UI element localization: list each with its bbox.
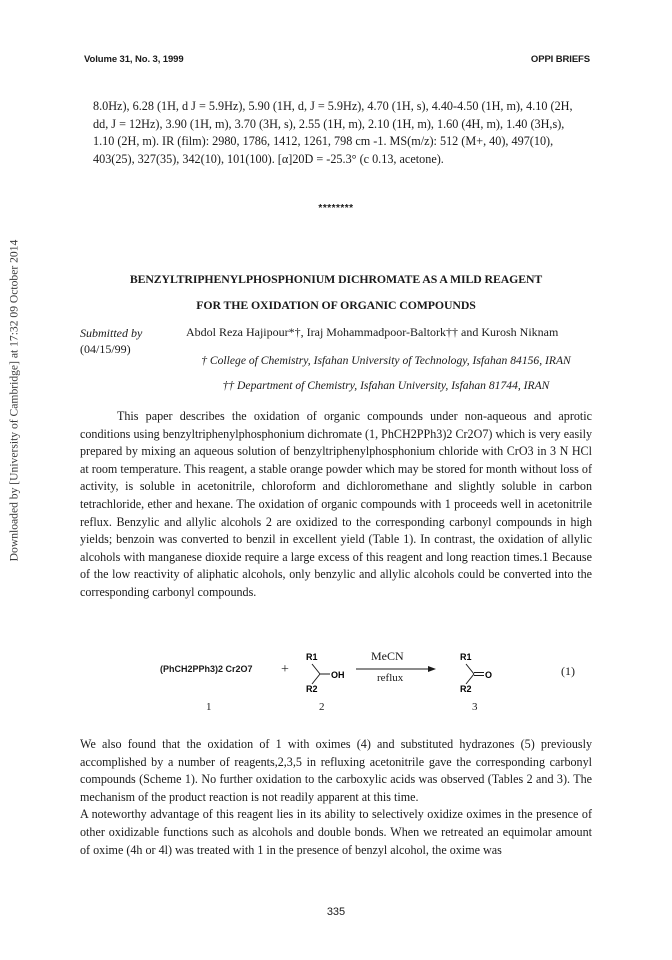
continued-line: dd, J = 12Hz), 3.90 (1H, m), 3.70 (3H, s), 2.55 (1H, m), 2.10 (1H, m), 1.60 (4H, m), 1.40 (3H,s), (93, 116, 565, 131)
continued-line: 403(25), 327(35), 342(10), 101(100). [α]20D = -25.3° (c 0.13, acetone). (93, 151, 444, 166)
submitted-by-label: Submitted by (80, 326, 143, 340)
intro-paragraph (80, 408, 592, 602)
paragraph-text: This paper describes the oxidation of organic compounds under non-aqueous and aprotic conditions using benzyltriphenylphosphonium dichromate (1, PhCH2PPh3)2 Cr2O7) which is very easily prepared by mixing an aqueous solution of benzyltriphenylphosphonium chloride with CrO3 in 3 N HCl at room temperature. This reagent, a stable orange powder which may be stored for month without loss of activity, is soluble in acetonitrile, chloroform and dichloromethane and slightly soluble in carbon tetrachloride, ether and hexane. The oxidation of organic compounds with 1 proceeds well in acetonitrile reflux. Benzylic and allylic alcohols 2 are oxidized to the corresponding carbonyl compounds in high yields; benzoin was converted to benzil in excellent yield (Table 1). In contrast, the oxidation of allylic alcohols with manganese dioxide require a large excess of this reagent and long reaction times.1 Because of the low reactivity of aliphatic alcohols, only benzylic and allylic alcohols could be converted into the corresponding carbonyl compounds. (80, 409, 592, 599)
author-list: Abdol Reza Hajipour*†, Iraj Mohammadpoor-Baltork†† and Kurosh Niknam (186, 325, 559, 339)
reagent-formula: (PhCH2PPh3)2 Cr2O7 (160, 664, 253, 674)
running-header (84, 54, 590, 65)
equation-number: (1) (561, 664, 575, 678)
affiliation-1: † College of Chemistry, Isfahan University of Technology, Isfahan 84156, IRAN (201, 354, 571, 367)
submission-info (80, 325, 142, 357)
reaction-equation (0, 648, 672, 713)
carbonyl-structure (454, 652, 514, 694)
r1-label: R1 (460, 652, 472, 662)
compound-label-3: 3 (472, 701, 478, 713)
submission-date: (04/15/99) (80, 342, 131, 356)
oxygen-label: O (485, 670, 493, 680)
download-watermark-text: Downloaded by [University of Cambridge] at 17:32 09 October 2014 (7, 239, 21, 561)
continued-line: 1.10 (2H, m). IR (film): 2980, 1786, 1412, 1261, 798 cm -1. MS(m/z): 512 (M+, 40), 497(10), (93, 134, 554, 149)
article-title-line2: FOR THE OXIDATION OF ORGANIC COMPOUNDS (196, 298, 476, 312)
paragraph-text: We also found that the oxidation of 1 with oximes (4) and substituted hydrazones (5) previously accomplished by a number of reagents,2,3,5 in refluxing acetonitrile gave the corresponding carbonyl compounds (Scheme 1). No further oxidation to the carboxylic acids was observed (Tables 2 and 3). The mechanism of the product reaction is not readily apparent at this time. (80, 737, 592, 804)
article-title-line1: BENZYLTRIPHENYLPHOSPHONIUM DICHROMATE AS A MILD REAGENT (129, 272, 543, 286)
continued-experimental-text (93, 98, 593, 168)
header-volume: Volume 31, No. 3, 1999 (84, 54, 184, 65)
plus-sign: + (281, 662, 289, 677)
r2-label: R2 (306, 684, 318, 694)
compound-label-1: 1 (206, 701, 212, 713)
r1-label: R1 (306, 652, 318, 662)
page-number: 335 (326, 906, 346, 918)
alcohol-structure (300, 652, 360, 694)
compound-label-2: 2 (319, 701, 325, 713)
paragraph-text: A noteworthy advantage of this reagent lies in its ability to selectively oxidize oximes in the presence of other oxidizable functions such as alcohols and double bonds. When we retreated an equimolar amount of oxime (4h or 4l) was treated with 1 in the presence of benzyl alcohol, the oxime was (80, 807, 592, 857)
solvent-label: MeCN (371, 649, 404, 663)
r2-label: R2 (460, 684, 472, 694)
hydroxyl-label: OH (331, 670, 345, 680)
header-section: OPPI BRIEFS (530, 54, 590, 65)
condition-label: reflux (377, 672, 404, 684)
section-separator: ******** (318, 203, 354, 214)
body-text (80, 736, 592, 859)
continued-line: 8.0Hz), 6.28 (1H, d J = 5.9Hz), 5.90 (1H, d, J = 5.9Hz), 4.70 (1H, s), 4.40-4.50 (1H, m), 4.10 (2H, (93, 99, 573, 113)
affiliation-2: †† Department of Chemistry, Isfahan University, Isfahan 81744, IRAN (222, 379, 550, 392)
